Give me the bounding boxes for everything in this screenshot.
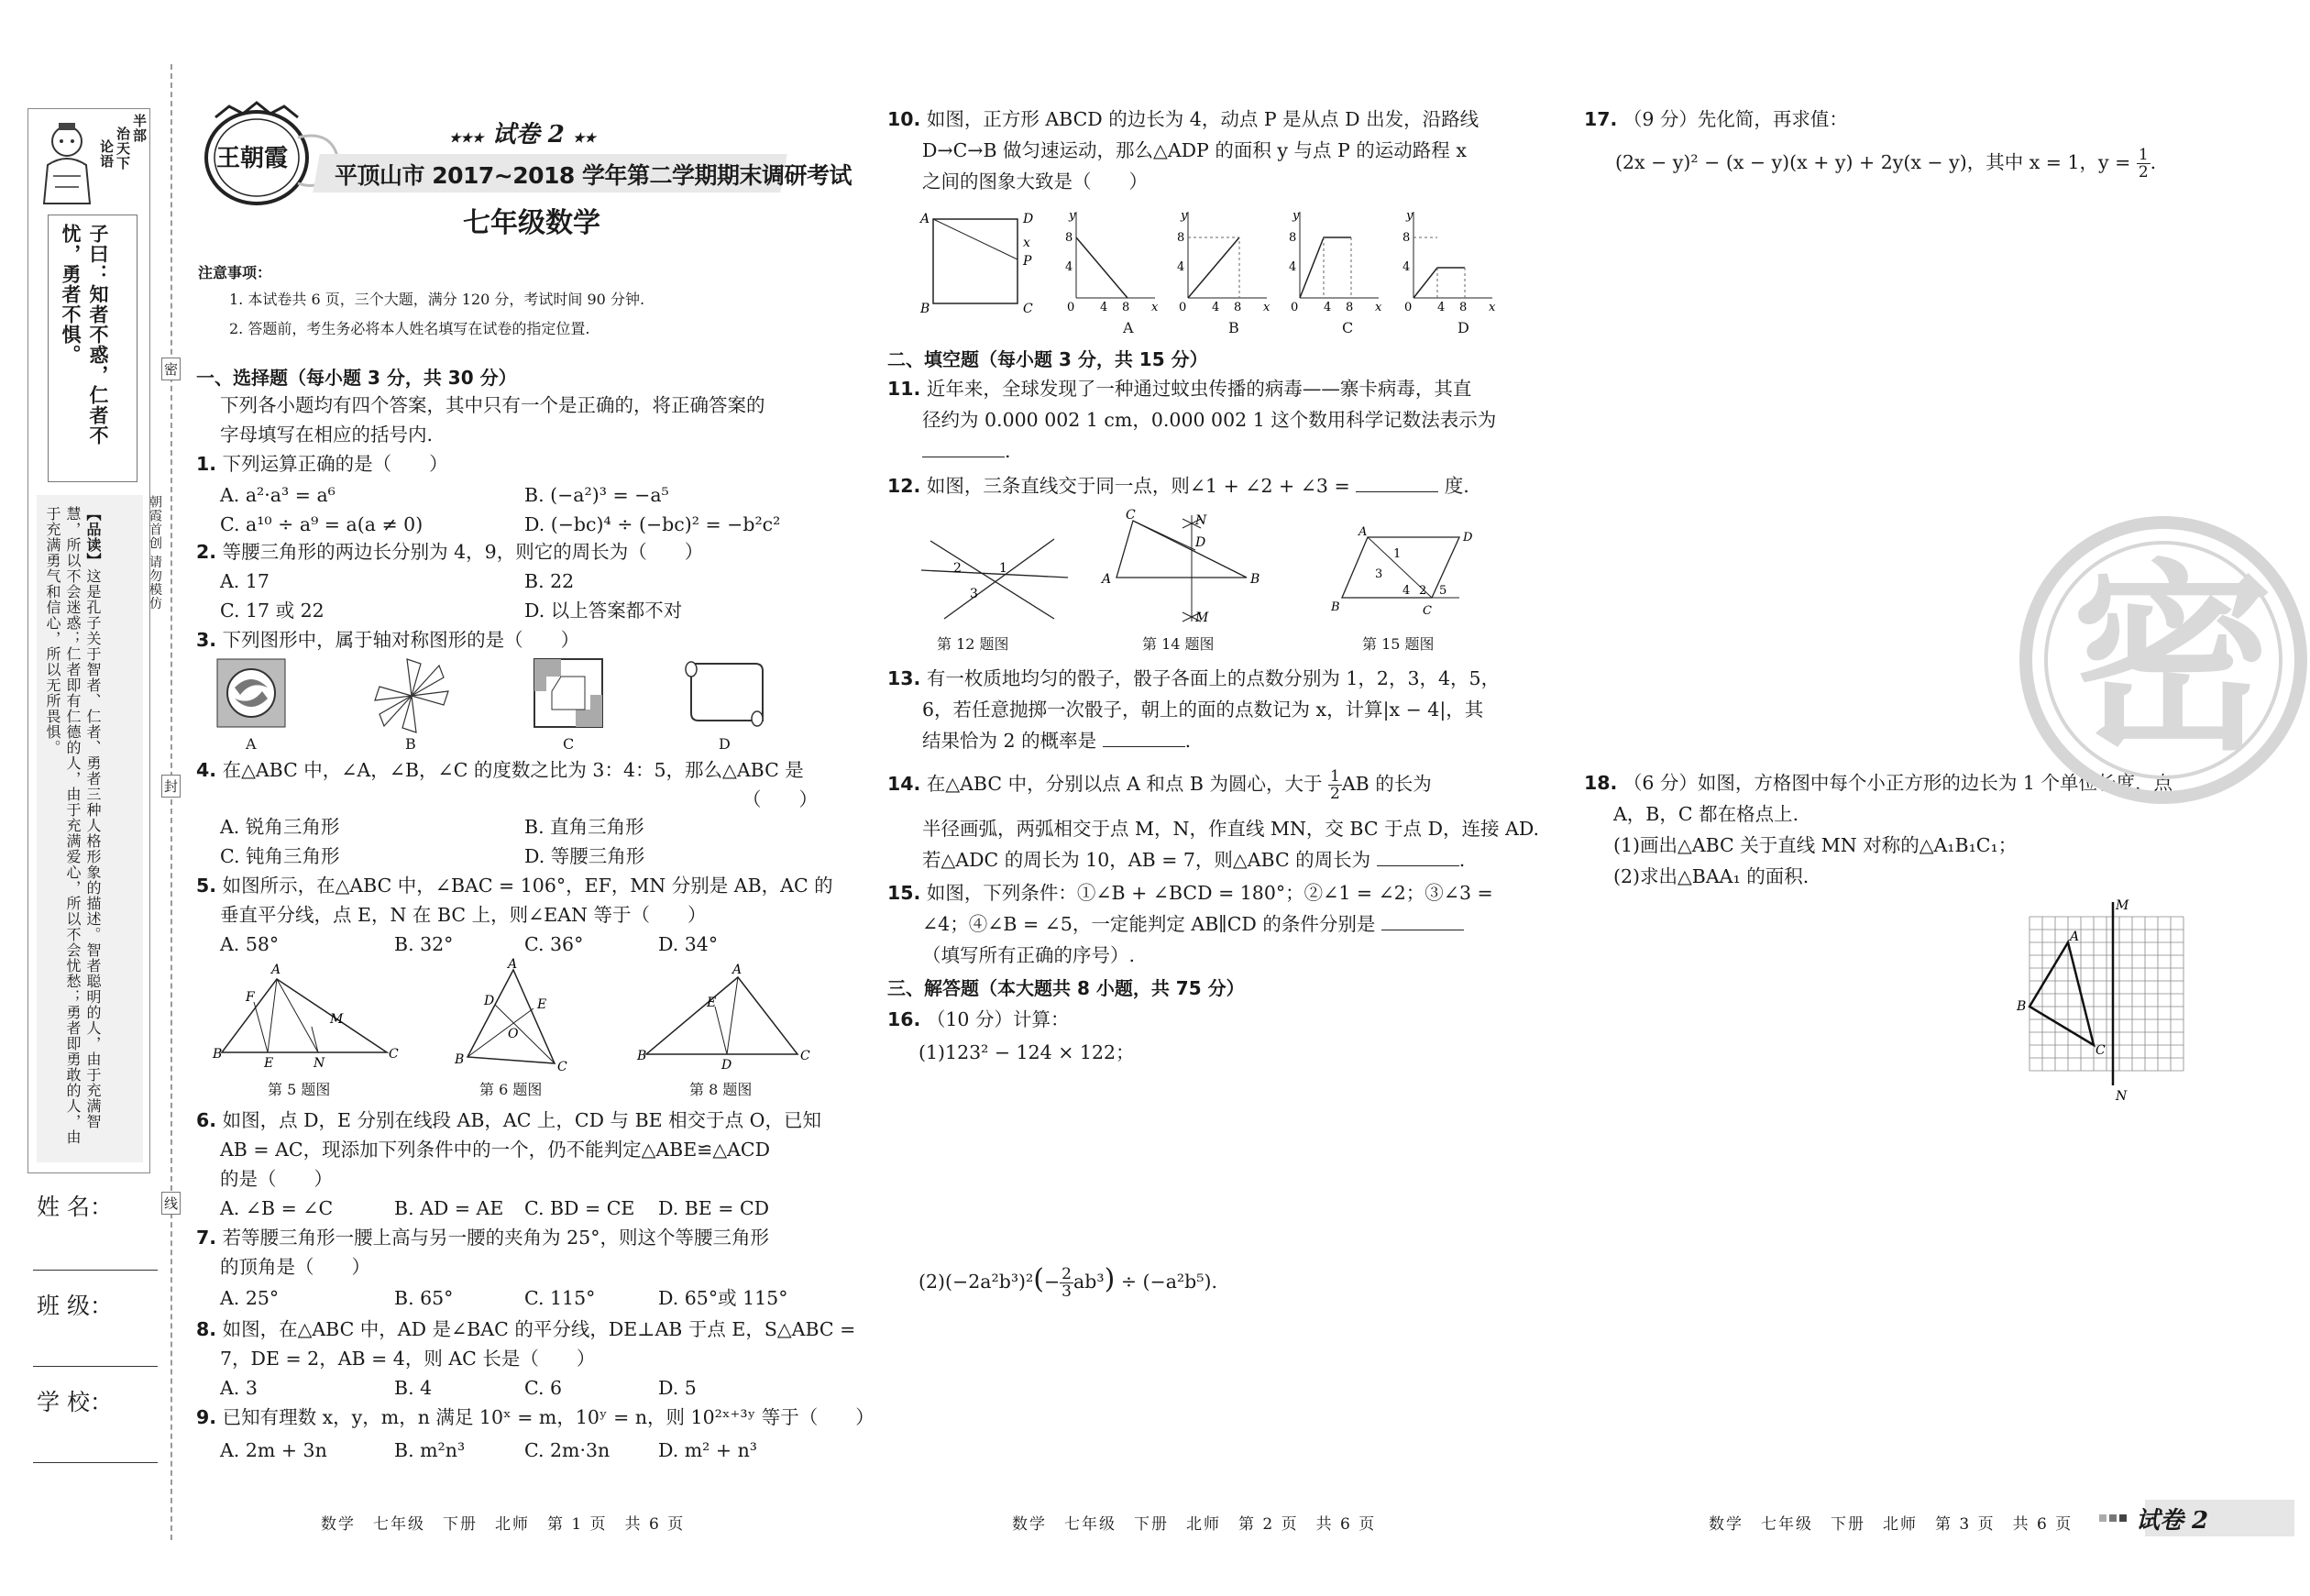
footer-page-1: 数学 七年级 下册 北师 第 1 页 共 6 页 <box>321 1515 686 1534</box>
svg-text:8: 8 <box>1234 301 1242 314</box>
q16-part1: (1)123² − 124 × 122； <box>918 1041 1135 1063</box>
seal-line <box>170 64 172 1540</box>
q2-option-b[interactable]: B. 22 <box>524 570 575 592</box>
svg-text:0: 0 <box>1067 301 1075 314</box>
svg-text:E: E <box>264 1056 274 1071</box>
svg-text:D: D <box>484 994 495 1008</box>
q6-stem-3: 的是（ ） <box>220 1168 333 1190</box>
q13-blank[interactable] <box>1103 745 1185 747</box>
q10-graph-d[interactable] <box>1401 206 1502 316</box>
q15-text-2: ∠4；④∠B = ∠5，一定能判定 AB∥CD 的条件分别是 <box>922 913 1376 935</box>
seal-char-1: 密 <box>161 358 181 380</box>
q16-frac-den: 3 <box>1062 1282 1072 1301</box>
q2-stem <box>196 537 703 567</box>
svg-text:B: B <box>920 302 930 316</box>
section1-intro-1: 下列各小题均有四个答案，其中只有一个是正确的，将正确答案的 <box>220 394 765 416</box>
figcap-q12: 第 12 题图 <box>937 635 1009 653</box>
q11-stem-2: 径约为 0.000 002 1 cm，0.000 002 1 这个数用科学记数法表示为 <box>922 409 1497 431</box>
svg-text:1: 1 <box>999 561 1007 576</box>
q15-stem-3: （填写所有正确的序号）. <box>922 944 1136 966</box>
section3-heading: 三、解答题（本大题共 8 小题，共 75 分） <box>887 977 1245 999</box>
q16-left-paren: ( <box>1033 1263 1044 1295</box>
q9-stem <box>196 1403 874 1432</box>
q13-text-3: 结果恰为 2 的概率是 <box>922 730 1097 752</box>
q2-option-c[interactable]: C. 17 或 22 <box>220 600 324 622</box>
stamp-text-1: 半部 <box>131 114 148 143</box>
star-icon: ★★ <box>572 131 597 146</box>
svg-text:B: B <box>455 1052 465 1067</box>
svg-text:M: M <box>330 1012 344 1027</box>
q4-option-d[interactable]: D. 等腰三角形 <box>524 845 645 867</box>
q16-text: （10 分）计算： <box>926 1008 1070 1030</box>
q5-stem-1 <box>196 871 833 900</box>
q5-stem-2: 垂直平分线，点 E，N 在 BC 上，则∠EAN 等于（ ） <box>220 904 707 926</box>
q16-stem <box>887 1005 1069 1034</box>
q10-graph-b[interactable] <box>1175 206 1276 316</box>
q11-text-1: 近年来，全球发现了一种通过蚊虫传播的病毒——寨卡病毒，其直 <box>926 378 1472 400</box>
q14-number: 14. <box>887 773 921 795</box>
pindu-text <box>42 506 103 1148</box>
q3-label-a: A <box>246 735 257 753</box>
stamp-text-3: 论语 <box>98 139 115 169</box>
svg-text:y: y <box>1406 209 1414 223</box>
notice-heading: 注意事项： <box>198 264 272 281</box>
q3-figure-b[interactable] <box>370 655 453 737</box>
svg-text:y: y <box>1292 209 1300 223</box>
q17-expr: (2x − y)² − (x − y)(x + y) + 2y(x − y)，其中 x = 1，y = <box>1615 151 2131 173</box>
svg-text:4: 4 <box>1437 301 1446 314</box>
q9-option-d[interactable]: D. m² + n³ <box>658 1439 758 1461</box>
q11-tail: . <box>1005 440 1011 462</box>
figure-q15 <box>1331 525 1478 620</box>
q6-option-d[interactable]: D. BE = CD <box>658 1197 770 1219</box>
q15-stem-2 <box>922 909 1464 939</box>
svg-text:8: 8 <box>1459 301 1468 314</box>
pindu-body: 这是孔子关于智者、仁者、勇者三种人格形象的描述。智者聪明的人，由于充满智慧，所以不会迷惑；仁者即有仁德的人，由于充满爱心，所以不会忧愁；勇者即勇敢的人，由于充满勇气和信心，所以无所畏惧。 <box>44 506 102 1145</box>
q2-option-a[interactable]: A. 17 <box>220 570 270 592</box>
q5-option-b[interactable]: B. 32° <box>394 933 454 955</box>
q13-stem-1 <box>887 664 1500 693</box>
q10-stem-3: 之间的图象大致是（ ） <box>922 171 1148 193</box>
q11-stem-1 <box>887 374 1471 403</box>
q4-number: 4. <box>196 759 217 781</box>
q4-paren: （ ） <box>742 788 818 810</box>
q6-stem-2: AB = AC，现添加下列条件中的一个，仍不能判定△ABE≌△ACD <box>220 1139 771 1161</box>
q3-figure-d[interactable] <box>680 656 764 730</box>
q10-stem-1 <box>887 105 1479 134</box>
q14-blank[interactable] <box>1377 864 1459 866</box>
svg-text:0: 0 <box>1179 301 1187 314</box>
svg-text:M: M <box>2116 898 2129 913</box>
q7-number: 7. <box>196 1227 217 1249</box>
q18-stem-2: A，B，C 都在格点上. <box>1613 803 1799 825</box>
svg-text:x: x <box>1023 236 1030 250</box>
class-field[interactable] <box>33 1366 158 1367</box>
q13-stem-2: 6，若任意抛掷一次骰子，朝上的面的点数记为 x，计算|x − 4|，其 <box>922 699 1484 721</box>
q14-text-1: 在△ABC 中，分别以点 A 和点 B 为圆心，大于 <box>926 773 1323 795</box>
q1-text: 下列运算正确的是（ ） <box>222 453 448 475</box>
q2-option-d[interactable]: D. 以上答案都不对 <box>524 600 683 622</box>
q8-option-d[interactable]: D. 5 <box>658 1377 697 1399</box>
svg-text:x: x <box>1489 301 1496 314</box>
q16-right-paren: ) <box>1104 1263 1116 1295</box>
q3-number: 3. <box>196 629 217 651</box>
svg-text:A: A <box>2070 930 2080 944</box>
exam-label <box>449 116 596 149</box>
q5-option-d[interactable]: D. 34° <box>658 933 719 955</box>
svg-text:8: 8 <box>1402 231 1411 245</box>
svg-text:C: C <box>557 1060 567 1074</box>
q8-stem-1 <box>196 1315 855 1344</box>
svg-text:x: x <box>1263 301 1270 314</box>
svg-text:P: P <box>1023 254 1032 269</box>
q11-number: 11. <box>887 378 921 400</box>
q13-stem-3 <box>922 726 1191 755</box>
q14-frac-num: 1 <box>1330 767 1340 786</box>
q14-stem-2: 半径画弧，两弧相交于点 M，N，作直线 MN，交 BC 于点 D，连接 AD. <box>922 818 1540 840</box>
q3-text: 下列图形中，属于轴对称图形的是（ ） <box>222 629 580 651</box>
q1-option-a[interactable]: A. a²·a³ = a⁶ <box>220 484 336 506</box>
svg-text:8: 8 <box>1346 301 1354 314</box>
svg-text:N: N <box>2116 1089 2128 1104</box>
q5-text-1: 如图所示，在△ABC 中，∠BAC = 106°，EF，MN 分别是 AB，AC 的 <box>222 875 833 897</box>
q16-frac-tail: ab³ <box>1073 1271 1105 1293</box>
exam-subject: 七年级数学 <box>463 207 600 239</box>
svg-text:y: y <box>1181 209 1188 223</box>
q15-number: 15. <box>887 882 921 904</box>
q1-option-d[interactable]: D. (−bc)⁴ ÷ (−bc)² = −b²c² <box>524 513 781 535</box>
q4-text: 在△ABC 中，∠A，∠B，∠C 的度数之比为 3：4：5，那么△ABC 是 <box>222 759 804 781</box>
q17-fraction <box>2137 147 2150 181</box>
q17-stem <box>1584 105 1848 134</box>
q10-label-c: C <box>1342 319 1354 336</box>
q13-tail: . <box>1184 730 1192 752</box>
q18-text-1: （6 分）如图，方格图中每个小正方形的边长为 1 个单位长度，点 <box>1622 772 2172 794</box>
q12-tail: 度. <box>1444 475 1469 497</box>
watermark-char: 密 <box>2072 543 2274 777</box>
name-label: 姓 名： <box>37 1194 113 1220</box>
q16-fraction <box>1060 1266 1073 1300</box>
figcap-q14: 第 14 题图 <box>1142 635 1215 653</box>
exam-label-text: 试卷 2 <box>491 121 565 149</box>
q6-option-b[interactable]: B. AD = AE <box>394 1197 504 1219</box>
q6-number: 6. <box>196 1109 217 1131</box>
seal-char-2: 封 <box>161 775 181 798</box>
q16-number: 16. <box>887 1008 921 1030</box>
svg-text:2: 2 <box>1419 584 1427 598</box>
q12-stem <box>887 471 1469 501</box>
confucius-figure-icon <box>35 119 99 207</box>
q10-text-1: 如图，正方形 ABCD 的边长为 4，动点 P 是从点 D 出发，沿路线 <box>926 108 1480 130</box>
q6-text-1: 如图，点 D，E 分别在线段 AB，AC 上，CD 与 BE 相交于点 O，已知 <box>222 1109 821 1131</box>
q14-frac-den: 2 <box>1330 785 1340 803</box>
svg-text:A: A <box>920 212 930 226</box>
q5-number: 5. <box>196 875 217 897</box>
svg-text:D: D <box>1195 535 1206 550</box>
svg-text:B: B <box>1250 572 1260 587</box>
q8-stem-2: 7，DE = 2，AB = 4，则 AC 长是（ ） <box>220 1348 596 1370</box>
q4-option-a[interactable]: A. 锐角三角形 <box>220 816 340 838</box>
q18-stem-3: (1)画出△ABC 关于直线 MN 对称的△A₁B₁C₁； <box>1613 834 2018 856</box>
q10-graph-c[interactable] <box>1287 206 1388 316</box>
q10-label-a: A <box>1123 319 1134 336</box>
q8-option-c[interactable]: C. 6 <box>524 1377 563 1399</box>
figure-q14 <box>1100 508 1265 628</box>
sidebar-top-stamp <box>31 114 148 213</box>
school-field[interactable] <box>33 1462 158 1463</box>
svg-text:O: O <box>508 1027 519 1041</box>
svg-text:B: B <box>2017 999 2027 1014</box>
q4-option-c[interactable]: C. 钝角三角形 <box>220 845 340 867</box>
q1-option-b[interactable]: B. (−a²)³ = −a⁵ <box>524 484 669 506</box>
seal-char-3: 线 <box>161 1192 181 1215</box>
svg-text:8: 8 <box>1289 231 1297 245</box>
svg-text:4: 4 <box>1402 584 1411 598</box>
svg-text:E: E <box>707 996 717 1010</box>
svg-text:x: x <box>1151 301 1159 314</box>
svg-text:4: 4 <box>1324 301 1332 314</box>
q3-stem <box>196 625 579 655</box>
q10-stem-2: D→C→B 做匀速运动，那么△ADP 的面积 y 与点 P 的运动路程 x <box>922 139 1467 161</box>
svg-text:8: 8 <box>1122 301 1130 314</box>
exam-title: 平顶山市 2017~2018 学年第二学期期末调研考试 <box>335 162 852 189</box>
q10-label-b: B <box>1228 319 1239 336</box>
q5-option-c[interactable]: C. 36° <box>524 933 584 955</box>
footer-page-3: 数学 七年级 下册 北师 第 3 页 共 6 页 <box>1709 1515 2074 1534</box>
svg-text:5: 5 <box>1439 584 1447 598</box>
q12-number: 12. <box>887 475 921 497</box>
q4-stem <box>196 755 804 785</box>
q14-stem-3 <box>922 845 1465 875</box>
q17-frac-den: 2 <box>2138 163 2149 182</box>
figcap-q8: 第 8 题图 <box>689 1081 753 1098</box>
q7-option-d[interactable]: D. 65°或 115° <box>658 1287 788 1309</box>
svg-text:C: C <box>1423 604 1432 618</box>
svg-text:N: N <box>314 1056 325 1071</box>
q7-stem-1 <box>196 1223 769 1252</box>
q4-option-b[interactable]: B. 直角三角形 <box>524 816 644 838</box>
q18-grid-figure <box>2004 895 2187 1106</box>
q16-frac-num: 2 <box>1062 1265 1072 1283</box>
figcap-q5: 第 5 题图 <box>268 1081 331 1098</box>
svg-text:D: D <box>721 1058 732 1073</box>
q8-number: 8. <box>196 1318 217 1340</box>
q2-text: 等腰三角形的两边长分别为 4，9，则它的周长为（ ） <box>222 541 704 563</box>
q1-option-c[interactable]: C. a¹⁰ ÷ a⁹ = a(a ≠ 0) <box>220 513 424 535</box>
q17-text: （9 分）先化简，再求值： <box>1622 108 1848 130</box>
svg-text:D: D <box>1023 212 1034 226</box>
svg-text:C: C <box>1126 508 1136 523</box>
corner-dots-icon <box>2099 1511 2127 1525</box>
q3-label-b: B <box>405 735 416 753</box>
svg-text:C: C <box>1023 302 1033 316</box>
svg-text:0: 0 <box>1404 301 1413 314</box>
q9-option-c[interactable]: C. 2m·3n <box>524 1439 610 1461</box>
q16-part2: (2)(−2a²b³)²(− $\frac{2}{3}$ ab³) ÷ (−a²b⁵). <box>918 1263 1217 1301</box>
q14-stem-1 <box>887 768 1432 802</box>
pindu-label: 【品读】 <box>84 506 102 568</box>
motto-text: 子曰：知者不惑，仁者不忧，勇者不惧。 <box>60 224 110 446</box>
svg-text:A: A <box>1358 525 1368 539</box>
q9-option-a[interactable]: A. 2m + 3n <box>220 1439 327 1461</box>
q17-expression <box>1615 147 2156 181</box>
section2-heading: 二、填空题（每小题 3 分，共 15 分） <box>887 348 1208 370</box>
class-label: 班 级： <box>37 1293 113 1319</box>
svg-text:4: 4 <box>1402 260 1411 274</box>
svg-text:4: 4 <box>1289 260 1297 274</box>
q7-stem-2: 的顶角是（ ） <box>220 1256 370 1278</box>
svg-text:x: x <box>1375 301 1382 314</box>
q7-option-b[interactable]: B. 65° <box>394 1287 454 1309</box>
stamp-text-2: 治天下 <box>115 127 131 171</box>
q10-number: 10. <box>887 108 921 130</box>
svg-text:4: 4 <box>1065 260 1073 274</box>
q16-part2-a: (2)(−2a²b³)² <box>918 1271 1034 1293</box>
svg-text:C: C <box>389 1047 399 1062</box>
q18-stem-4: (2)求出△BAA₁ 的面积. <box>1613 865 1810 887</box>
q12-text: 如图，三条直线交于同一点，则∠1 + ∠2 + ∠3 = <box>926 475 1350 497</box>
svg-text:M: M <box>1195 611 1209 625</box>
q10-square-figure <box>917 206 1045 321</box>
q6-option-a[interactable]: A. ∠B = ∠C <box>220 1197 334 1219</box>
svg-text:C: C <box>2096 1043 2106 1058</box>
q16-part2-b: ÷ (−a²b⁵). <box>1120 1271 1217 1293</box>
svg-text:y: y <box>1069 209 1076 223</box>
q7-option-c[interactable]: C. 115° <box>524 1287 596 1309</box>
svg-text:4: 4 <box>1212 301 1220 314</box>
figure-q12 <box>917 532 1072 623</box>
svg-text:8: 8 <box>1065 231 1073 245</box>
q3-figure-a[interactable] <box>216 658 286 728</box>
footer-page-2: 数学 七年级 下册 北师 第 2 页 共 6 页 <box>1012 1515 1377 1534</box>
figure-q8 <box>637 961 811 1071</box>
q6-option-c[interactable]: C. BD = CE <box>524 1197 635 1219</box>
q14-text-2: AB 的长为 <box>1341 773 1432 795</box>
school-label: 学 校： <box>37 1389 113 1415</box>
svg-text:4: 4 <box>1177 260 1185 274</box>
svg-text:0: 0 <box>1291 301 1299 314</box>
q11-blank[interactable] <box>922 456 1005 457</box>
name-field[interactable] <box>33 1270 158 1271</box>
q10-label-d: D <box>1458 319 1469 336</box>
q8-option-b[interactable]: B. 4 <box>394 1377 433 1399</box>
q15-blank[interactable] <box>1381 929 1464 930</box>
svg-text:A: A <box>1102 572 1112 587</box>
q3-label-c: C <box>563 735 575 753</box>
q17-frac-num: 1 <box>2138 146 2149 164</box>
svg-text:F: F <box>246 990 255 1005</box>
section1-heading: 一、选择题（每小题 3 分，共 30 分） <box>196 367 517 389</box>
figcap-q15: 第 15 题图 <box>1362 635 1435 653</box>
q2-number: 2. <box>196 541 217 563</box>
svg-text:N: N <box>1195 513 1207 528</box>
q5-option-a[interactable]: A. 58° <box>220 933 280 955</box>
q15-stem-1 <box>887 878 1493 908</box>
q14-fraction <box>1328 768 1342 802</box>
q7-option-a[interactable]: A. 25° <box>220 1287 280 1309</box>
q1-number: 1. <box>196 453 217 475</box>
svg-text:A: A <box>271 963 281 977</box>
q8-option-a[interactable]: A. 3 <box>220 1377 258 1399</box>
svg-text:3: 3 <box>970 587 978 601</box>
logo-text: 王朝霞 <box>216 145 289 172</box>
svg-text:B: B <box>637 1049 647 1063</box>
q7-text-1: 若等腰三角形一腰上高与另一腰的夹角为 25°，则这个等腰三角形 <box>222 1227 769 1249</box>
q3-label-d: D <box>719 735 731 753</box>
svg-text:A: A <box>732 963 742 977</box>
notice-item-1: 1. 本试卷共 6 页，三个大题，满分 120 分，考试时间 90 分钟. <box>229 291 645 308</box>
svg-text:8: 8 <box>1177 231 1185 245</box>
q10-graph-a[interactable] <box>1063 206 1164 316</box>
section1-intro-2: 字母填写在相应的括号内. <box>220 424 434 446</box>
svg-text:A: A <box>508 957 518 972</box>
corner-badge-text: 试卷 2 <box>2136 1507 2209 1535</box>
svg-text:B: B <box>213 1047 223 1062</box>
figure-q6 <box>449 957 578 1075</box>
figure-q5 <box>213 961 399 1071</box>
svg-text:E: E <box>537 997 547 1012</box>
q8-text-1: 如图，在△ABC 中，AD 是∠BAC 的平分线，DE⊥AB 于点 E，S△ABC = <box>222 1318 856 1340</box>
q14-tail: . <box>1458 849 1466 871</box>
star-icon: ★★★ <box>449 131 484 146</box>
q17-number: 17. <box>1584 108 1618 130</box>
q6-stem-1 <box>196 1106 821 1135</box>
notice-item-2: 2. 答题前，考生务必将本人姓名填写在试卷的指定位置. <box>229 320 590 337</box>
q17-tail: . <box>2150 151 2157 173</box>
q13-text-1: 有一枚质地均匀的骰子，骰子各面上的点数分别为 1，2，3，4，5， <box>926 667 1501 689</box>
svg-text:B: B <box>1331 600 1340 614</box>
svg-text:2: 2 <box>953 561 962 576</box>
q9-option-b[interactable]: B. m²n³ <box>394 1439 466 1461</box>
q1-stem <box>196 449 448 479</box>
q9-text: 已知有理数 x，y，m，n 满足 10ˣ = m，10ʸ = n，则 10²ˣ⁺³ʸ 等于（ ） <box>222 1406 874 1428</box>
q15-text-1: 如图，下列条件：①∠B + ∠BCD = 180°；②∠1 = ∠2；③∠3 = <box>926 882 1493 904</box>
q14-text-4: 若△ADC 的周长为 10，AB = 7，则△ABC 的周长为 <box>922 849 1371 871</box>
q13-number: 13. <box>887 667 921 689</box>
svg-text:1: 1 <box>1393 547 1402 561</box>
q3-figure-c[interactable] <box>534 658 603 728</box>
figcap-q6: 第 6 题图 <box>479 1081 543 1098</box>
q11-answer-line[interactable] <box>922 436 1011 466</box>
svg-text:D: D <box>1463 531 1473 545</box>
q18-number: 18. <box>1584 772 1618 794</box>
svg-text:4: 4 <box>1100 301 1108 314</box>
q9-number: 9. <box>196 1406 217 1428</box>
q12-blank[interactable] <box>1356 490 1438 492</box>
svg-text:3: 3 <box>1375 567 1383 581</box>
svg-text:C: C <box>800 1049 810 1063</box>
brand-vertical: 朝霞首创 请勿模仿 <box>148 495 162 611</box>
